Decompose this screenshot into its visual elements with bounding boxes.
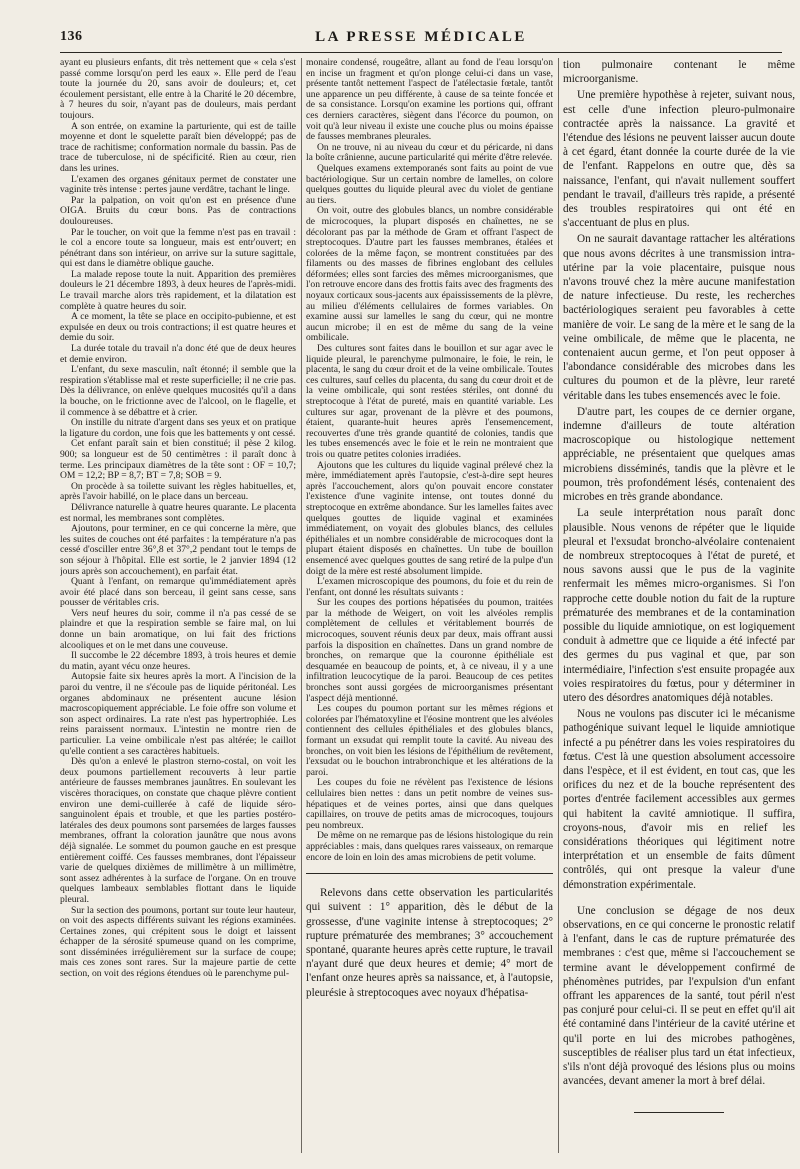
paragraph: monaire condensé, rougeâtre, allant au fond de l'eau lorsqu'on en incise un fragment et qu'on plonge celui-ci dans un vase, présente tantôt nettement l'aspect de l'atélectasie fœtale, tantôt une apparence un peu différente, à cause de sa teinte foncée et de sa consistance. Lorsqu'on examine les portions qui, offrant ces derniers caractères, siègent dans l'écorce du poumon, on voit qu'à leur niveau il existe une couche plus ou moins épaisse de fausses membranes pleurales.: [306, 58, 553, 143]
paragraph: A ce moment, la tête se place en occipito-pubienne, et est expulsée en deux ou trois contractions; il est quatre heures et demie du soir.: [60, 311, 296, 344]
paragraph: L'examen microscopique des poumons, du foie et du rein de l'enfant, ont donné les résultats suivants :: [306, 576, 553, 598]
end-rule: [634, 1112, 724, 1113]
paragraph: Cet enfant paraît sain et bien constitué; il pèse 2 kilog. 900; sa longueur est de 50 centimètres : il paraît donc à terme. Les principaux diamètres de la tête sont : OF = 10,7; OM = 12,2; BP = 8,7; BT = 7,8; SOB = 9.: [60, 438, 296, 482]
paragraph: Ajoutons que les cultures du liquide vaginal prélevé chez la mère, immédiatement après l'autopsie, c'est-à-dire sept heures après l'accouchement, alors qu'on pouvait encore constater l'existence d'une vaginite intense, ont toutes donné du streptocoque en extrême abondance. Sur les lamelles faites avec quelques gouttes de liquide vaginal et examinées immédiatement, on voyait des globules blancs, des cellules épithéliales et un nombre considérable de microcoques dont la plupart étaient disposés en chaînettes. Un tube de bouillon ensemencé avec quelques gouttes de sang retiré de la pulpe d'un doigt de la mère est resté absolument limpide.: [306, 459, 553, 577]
paragraph: La seule interprétation nous paraît donc plausible. Nous venons de répéter que le liquide pleural et l'exsudat broncho-alvéolaire contenaient de nombreux streptocoques à l'état de pureté, et nous savons aussi que le pus de la vaginite renfermait les mêmes micro-organismes. Si l'on rapproche cette double notion du fait de la rupture prématurée des membranes et de la contamination possible du liquide amniotique, on est logiquement conduit à admettre que ce liquide a été infecté par des germes du pus vaginal et que, par son intermédiaire, l'infection s'est ensuite propagée aux voies respiratoires du fœtus, pour y déterminer in utero des désordres anatomiques déjà notables.: [563, 507, 795, 704]
paragraph: On procède à sa toilette suivant les règles habituelles, et, après l'avoir habillé, on le place dans un berceau.: [60, 480, 296, 503]
paragraph: Sur la section des poumons, portant sur toute leur hauteur, on voit des aspects différents suivant les régions examinées. Certaines zones, qui crépitent sous le doigt et laissent échapper de la sérosité spumeuse quand on les comprime, sont disséminées irrégulièrement sur la surface de coupe; mais ces zones sont rares. Sur la majeure partie de cette section, on voit des régions étendues où le parenchyme pul-: [60, 904, 296, 980]
paragraph: L'enfant, du sexe masculin, naît étonné; il semble que la respiration s'établisse mal et reste superficielle; il ne crie pas. Dès la délivrance, on enlève quelques mucosités qu'il a dans la bouche, on le frictionne avec de l'alcool, on le flagelle, et il commence à se débattre et à crier.: [60, 364, 296, 418]
paragraph: On ne saurait davantage rattacher les altérations que nous avons décrites à une transmission intra-utérine par la voie placentaire, puisque nous n'avons trouvé chez la mère aucune manifestation de nature infectieuse. Du reste, les recherches bactériologiques seraient peu favorables à cette manière de voir. Le sang de la mère et le sang de la veine ombilicale, de même que le placenta, ne contenaient aucun germe, et l'on peut opposer à l'abondance considérable des microbes dans les cultures du poumon et de la plèvre, leur rareté véritable dans les tubes ensemencés avec le foie.: [563, 233, 795, 402]
paragraph: Les coupes du poumon portant sur les mêmes régions et colorées par l'hématoxyline et l'éosine montrent que les alvéoles contiennent des cellules épithéliales et des globules blancs, formant un exsudat qui remplit toute la cavité. Au niveau des bronches, on voit bien les lésions de l'épithélium de revêtement, l'exsudat ou le bouchon intrabronchique et les altérations de la paroi.: [306, 703, 553, 778]
paragraph: Autopsie faite six heures après la mort. A l'incision de la paroi du ventre, il ne s'écoule pas de liquide péritonéal. Les organes abdominaux ne présentent aucune lésion macroscopiquement appréciable. Le foie offre son volume et son aspect ordinaires. La rate n'est pas hypertrophiée. Les reins paraissent normaux. L'intestin ne montre rien de particulier. La veine ombilicale n'est pas altérée; le caillot qu'elle contient a ses caractères habituels.: [60, 671, 296, 757]
paragraph: Quelques examens extemporanés sont faits au point de vue bactériologique. Sur un certain nombre de lamelles, on colore quelques gouttes du liquide pleural avec du violet de gentiane au tiers.: [306, 162, 553, 206]
column-2-large-text: [306, 886, 553, 1000]
paragraph: Par le toucher, on voit que la femme n'est pas en travail : le col a encore toute sa longueur, mais est entr'ouvert; en pénétrant dans son intérieur, on arrive sur la suture sagittale, qui est dans le diamètre oblique gauche.: [60, 226, 296, 270]
spacer: [563, 894, 795, 904]
paragraph: On voit, outre des globules blancs, un nombre considérable de microcoques, la plupart disposés en chaînettes, ne se décolorant pas par la méthode de Gram et offrant l'aspect de streptocoques. D'autre part les fausses membranes, étalées et colorées de la même façon, se montrent constituées par des filaments ou des masses de fibrines englobant des cellules déformées; elles sont farcies des mêmes microorganismes, que l'on retrouve encore dans des frottis faits avec des fragments des noyaux corticaux sous-jacents aux épaississements de la plèvre, au milieu d'éléments cellulaires de formes variables. On examine aussi sur lamelles le sang du cœur, qui ne montre aucun microbe; il en est de même du sang de la veine ombilicale.: [306, 205, 553, 344]
paragraph: Des cultures sont faites dans le bouillon et sur agar avec le liquide pleural, le parenchyme pulmonaire, le foie, le rein, le placenta, le sang du cœur droit et de la veine ombilicale. Toutes ces cultures, sauf celles du placenta, du sang du cœur droit et de la veine ombilicale, qui sont restées stériles, ont donné du streptocoque à l'état de pureté, mais en quantité variable. Les cultures sur agar, provenant de la plèvre et des poumons, étaient, quarante-huit heures après l'ensemencement, recouvertes d'une très grande quantité de colonies, tandis que les tubes ensemencés avec le foie et le rein ne montraient que trois ou quatre petites colonies irradiées.: [306, 343, 553, 460]
journal-title: LA PRESSE MÉDICALE: [315, 29, 527, 45]
page-number: 136: [60, 29, 83, 44]
paragraph: Nous ne voulons pas discuter ici le mécanisme pathogénique suivant lequel le liquide amniotique infecté a pu pénétrer dans les voies respiratoires du fœtus. C'est là une question absolument accessoire dans l'espèce, et il est évident, en tout cas, que les orifices du nez et de la bouche représentent des portes d'entrée facilement accessibles aux germes qui habitent la cavité amniotique. Il suffira, croyons-nous, d'avoir mis en relief les considérations théoriques qui légitiment notre interprétation et un ensemble de faits dûment contrôlés, qui ont presque la valeur d'une démonstration expérimentale.: [563, 708, 795, 891]
paragraph: Ajoutons, pour terminer, en ce qui concerne la mère, que les suites de couches ont été parfaites : la température n'a pas cessé d'osciller entre 36°,8 et 37°,2 pendant tout le temps de son séjour à l'hôpital. Elle est sortie, le 2 janvier 1894 (12 jours après son accouchement), en parfait état.: [60, 523, 296, 577]
paragraph: On instille du nitrate d'argent dans ses yeux et on pratique la ligature du cordon, une fois que les battements y ont cessé.: [60, 417, 296, 439]
paragraph: Vers neuf heures du soir, comme il n'a pas cessé de se plaindre et que la respiration semble se faire mal, on lui donne un bain aromatique, on lui fait des frictions alcooliques et on le met dans une couveuse.: [60, 607, 296, 651]
paragraph: tion pulmonaire contenant le même microorganisme.: [563, 59, 795, 86]
column-rule-left: [301, 58, 302, 1153]
column-1: [60, 58, 296, 1158]
paragraph: Quant à l'enfant, on remarque qu'immédiatement après avoir été placé dans son berceau, il geint sans cesse, sans pousser de véritables cris.: [60, 576, 296, 609]
paragraph: Dès qu'on a enlevé le plastron sterno-costal, on voit les deux poumons partiellement recouverts à leur partie antérieure de fausses membranes jaunâtres. En soulevant les viscères thoraciques, on constate que chaque plèvre contient environ une demi-cuillerée à café de liquide séro-sanguinolent épais et trouble, et que les parties postéro-latérales des deux poumons sont parsemées de larges fausses membranes, offrant la coloration jaunâtre que nous avons déjà signalée. Le sommet du poumon gauche en est presque entièrement coiffé. Ces fausses membranes, dont l'épaisseur varie de quelques dixièmes de millimètre à un millimètre, sont assez adhérentes à la surface de l'organe. On en trouve quelques lambeaux semblables flottant dans le liquide pleural.: [60, 756, 296, 905]
paragraph: Relevons dans cette observation les particularités qui suivent : 1° apparition, dès le début de la grossesse, d'une vaginite intense à streptocoques; 2° rupture prématurée des membranes; 3° accouchement spontané, quarante heures après cette rupture, le travail n'ayant duré que deux heures et demie; 4° mort de l'enfant onze heures après sa naissance, et, à l'autopsie, pleurésie à streptocoques avec noyaux d'hépatisa-: [306, 887, 553, 999]
paragraph: La durée totale du travail n'a donc été que de deux heures et demie environ.: [60, 343, 296, 365]
paragraph: La malade repose toute la nuit. Apparition des premières douleurs le 21 décembre 1893, à deux heures de l'après-midi. Le travail marche alors très rapidement, et la dilatation est complète à quatre heures du soir.: [60, 268, 296, 312]
page-header: [60, 28, 782, 53]
paragraph: Une conclusion se dégage de nos deux observations, en ce qui concerne le pronostic relatif à l'enfant, dans le cas de rupture prématurée des membranes : c'est que, même si l'accouchement se termine avant le développement confirmé de phénomènes putrides, par l'expulsion d'un enfant offrant les apparences de la santé, tout péril n'est pas conjuré pour celui-ci. Il se peut en effet qu'il ait été contaminé dans l'intérieur de la cavité utérine et qu'il porte en lui des microbes pathogènes, susceptibles de réaliser plus tard un état infectieux, s'ils n'ont déjà provoqué des lésions plus ou moins avancées, devant amener la mort à bref délai.: [563, 904, 795, 1088]
paragraph: Il succombe le 22 décembre 1893, à trois heures et demie du matin, ayant vécu onze heures.: [60, 650, 296, 672]
paragraph: Délivrance naturelle à quatre heures quarante. Le placenta est normal, les membranes sont complètes.: [60, 501, 296, 524]
paragraph: On ne trouve, ni au niveau du cœur et du péricarde, ni dans la boîte crânienne, aucune particularité qui mérite d'être relevée.: [306, 141, 553, 164]
column-3: [563, 58, 795, 1158]
paragraph: D'autre part, les coupes de ce dernier organe, indemne d'ailleurs de toute altération macroscopique ou histologique nettement appréciable, ne présentaient que quelques amas microbiens disséminés, tandis que la plèvre et le poumon, très profondément lésés, contenaient des microbes en très grande abondance.: [563, 405, 795, 504]
column-2-small-text: [306, 58, 553, 863]
paragraph: ayant eu plusieurs enfants, dit très nettement que « cela s'est passé comme lorsqu'on perd les eaux ». Elle perd de l'eau toute la journée du 20, sans avoir de douleurs; et, cet écoulement persistant, elle entre à la Charité le 20 décembre, à 7 heures du soir, n'ayant pas de douleurs, mais perdant toujours.: [60, 58, 296, 121]
paragraph: Par la palpation, on voit qu'on est en présence d'une OIGA. Bruits du cœur bons. Pas de contractions douloureuses.: [60, 194, 296, 227]
column-rule-right: [558, 58, 559, 1153]
column-2: [306, 58, 553, 1158]
paragraph: Une première hypothèse à rejeter, suivant nous, est celle d'une infection pleuro-pulmonaire contractée après la naissance. La gravité et l'étendue des lésions ne peuvent laisser aucun doute à cet égard, étant donnée la courte durée de la vie de l'enfant. Rappelons en outre que, dès sa naissance, l'enfant, qui n'avait nullement souffert pendant le travail, d'ailleurs très rapide, a présenté des troubles respiratoires qui ont été en s'accentuant de plus en plus.: [563, 89, 795, 230]
paragraph: Sur les coupes des portions hépatisées du poumon, traitées par la méthode de Weigert, on voit les alvéoles remplis complètement de cellules et véritablement bourrés de microcoques, souvent réunis deux par deux, mais offrant aussi parfois la disposition en chaînettes. Dans un grand nombre de bronches, on remarque que la couronne épithéliale est desquamée en beaucoup de points, et, à ce niveau, il y a une infiltration leucocytique de la paroi. Beaucoup de ces petites bronches sont aussi gorgées de microorganismes présentant l'aspect déjà mentionné.: [306, 597, 553, 704]
paragraph: Les coupes du foie ne révèlent pas l'existence de lésions cellulaires bien nettes : dans un petit nombre de veines sus-hépatiques et de veines portes, ainsi que dans quelques capillaires, on trouve de petits amas de microcoques, toujours peu nombreux.: [306, 777, 553, 831]
paragraph: A son entrée, on examine la parturiente, qui est de taille moyenne et dont le squelette paraît bien développé; pas de trace de rachitisme; conformation normale du bassin. Pas de trace de tuberculose, ni de spécificité. Rien au cœur, rien dans les urines.: [60, 120, 296, 174]
paragraph: De même on ne remarque pas de lésions histologique du rein appréciables : mais, dans quelques rares vaisseaux, on remarque encore de loin en loin des amas microbiens de petit volume.: [306, 830, 553, 863]
paragraph: L'examen des organes génitaux permet de constater une vaginite très intense : pertes jaune verdâtre, tachant le linge.: [60, 173, 296, 196]
section-divider: [306, 873, 553, 874]
